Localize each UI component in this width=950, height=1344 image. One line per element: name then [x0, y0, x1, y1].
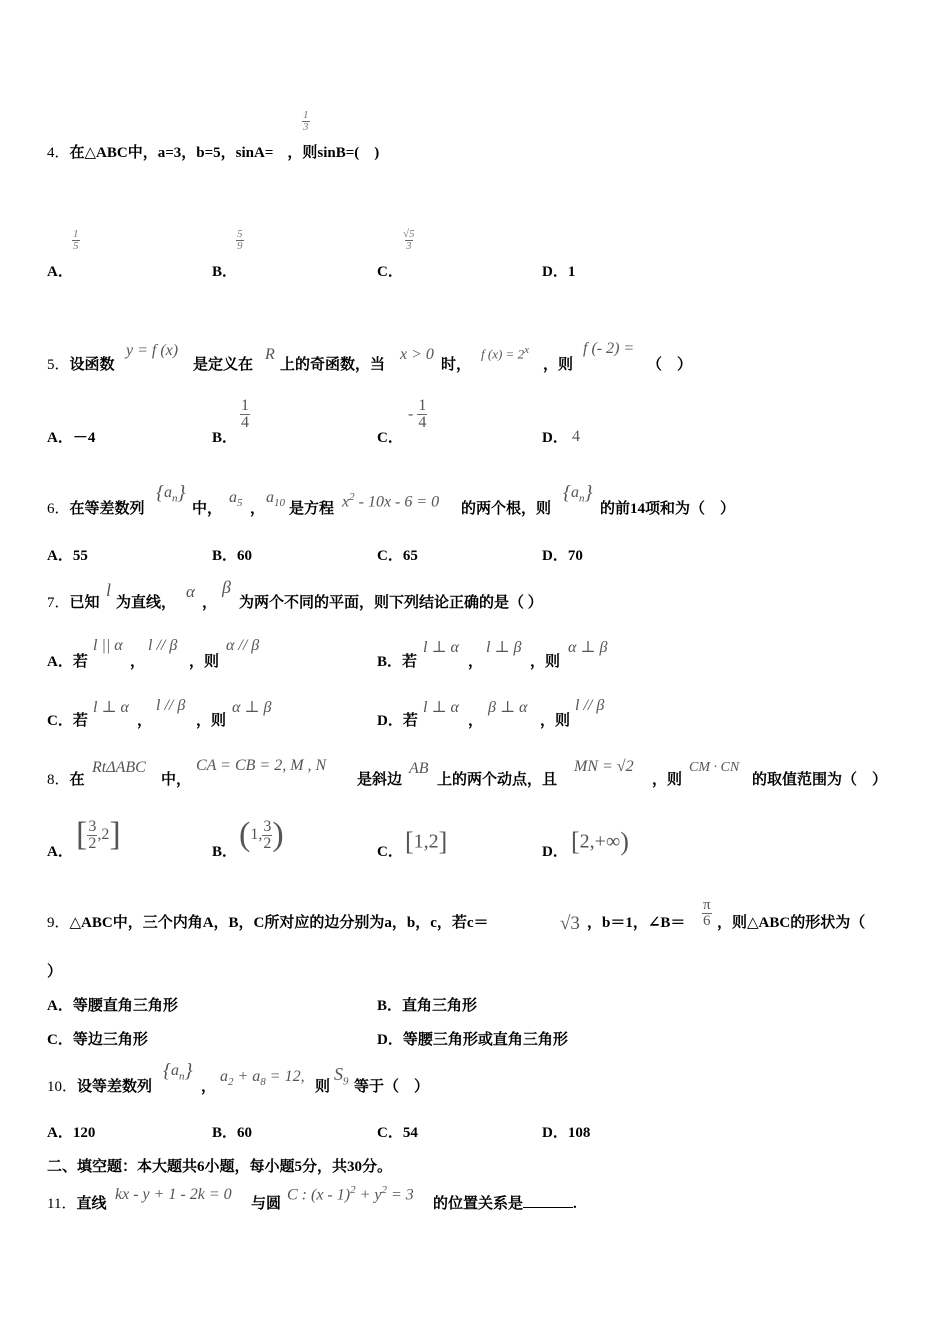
q4-option-c[interactable]: C．: [377, 264, 403, 280]
q8-option-c[interactable]: C．: [377, 844, 403, 860]
q5-math-1: y = f (x): [126, 342, 179, 359]
q9-option-d[interactable]: D．等腰三角形或直角三角形: [377, 1032, 568, 1048]
q4-option-d[interactable]: D．1: [542, 264, 576, 280]
question-6: 6．在等差数列: [47, 501, 145, 517]
q6-option-b[interactable]: B．60: [212, 548, 253, 564]
q8-option-a[interactable]: A．: [47, 844, 73, 860]
question-4: 4．在△ABC中，a=3，b=5，sinA= ，则sinB=( ): [47, 145, 380, 161]
q7-option-c[interactable]: C．若: [47, 713, 88, 729]
question-9: 9．△ABC中，三个内角A，B，C所对应的边分别为a，b，c，若c＝: [47, 915, 489, 931]
answer-blank[interactable]: [523, 1195, 573, 1208]
q10-option-b[interactable]: B．60: [212, 1125, 253, 1141]
question-5: 5．设函数: [47, 357, 115, 373]
question-7: 7．已知: [47, 595, 100, 611]
q7-option-a[interactable]: A．若: [47, 654, 88, 670]
q4-option-a[interactable]: A．: [47, 264, 73, 280]
q10-option-d[interactable]: D．108: [542, 1125, 591, 1141]
question-text: 在△ABC中，a=3，b=5，sinA=: [69, 145, 274, 161]
q9-option-c[interactable]: C．等边三角形: [47, 1032, 148, 1048]
q9-option-b[interactable]: B．直角三角形: [377, 998, 478, 1014]
question-11: 11．直线: [47, 1196, 107, 1212]
q7-option-b[interactable]: B．若: [377, 654, 418, 670]
q6-option-c[interactable]: C．65: [377, 548, 418, 564]
q5-math-4: f $(x) = 2^x$: [481, 344, 529, 362]
question-10: 10．设等差数列: [47, 1079, 153, 1095]
question-8: 8．在: [47, 772, 85, 788]
q6-option-d[interactable]: D．70: [542, 548, 583, 564]
q5-option-c[interactable]: C．: [377, 430, 403, 446]
q8-option-d[interactable]: D．: [542, 844, 568, 860]
q10-option-a[interactable]: A．120: [47, 1125, 96, 1141]
q9-option-a[interactable]: A．等腰直角三角形: [47, 998, 178, 1014]
q6-option-a[interactable]: A．55: [47, 548, 88, 564]
q7-option-d[interactable]: D．若: [377, 713, 418, 729]
q4-option-a-fraction: $\frac{1}{5}$: [73, 228, 79, 252]
q4-option-b-fraction: $\frac{5}{9}$: [237, 228, 243, 252]
q5-option-d[interactable]: D．: [542, 430, 568, 446]
sinA-fraction: $\frac{1}{3}$: [303, 109, 309, 133]
q5-option-a[interactable]: A．－4: [47, 430, 96, 446]
q4-option-b[interactable]: B．: [212, 264, 238, 280]
section-heading: 二、填空题：本大题共6小题，每小题5分，共30分。: [47, 1159, 393, 1175]
q10-option-c[interactable]: C．54: [377, 1125, 418, 1141]
q4-option-c-fraction: $\frac{√5}{3}$: [403, 228, 415, 252]
question-number: 4．: [47, 145, 70, 161]
q8-option-b[interactable]: B．: [212, 844, 238, 860]
q5-option-b[interactable]: B．: [212, 430, 238, 446]
